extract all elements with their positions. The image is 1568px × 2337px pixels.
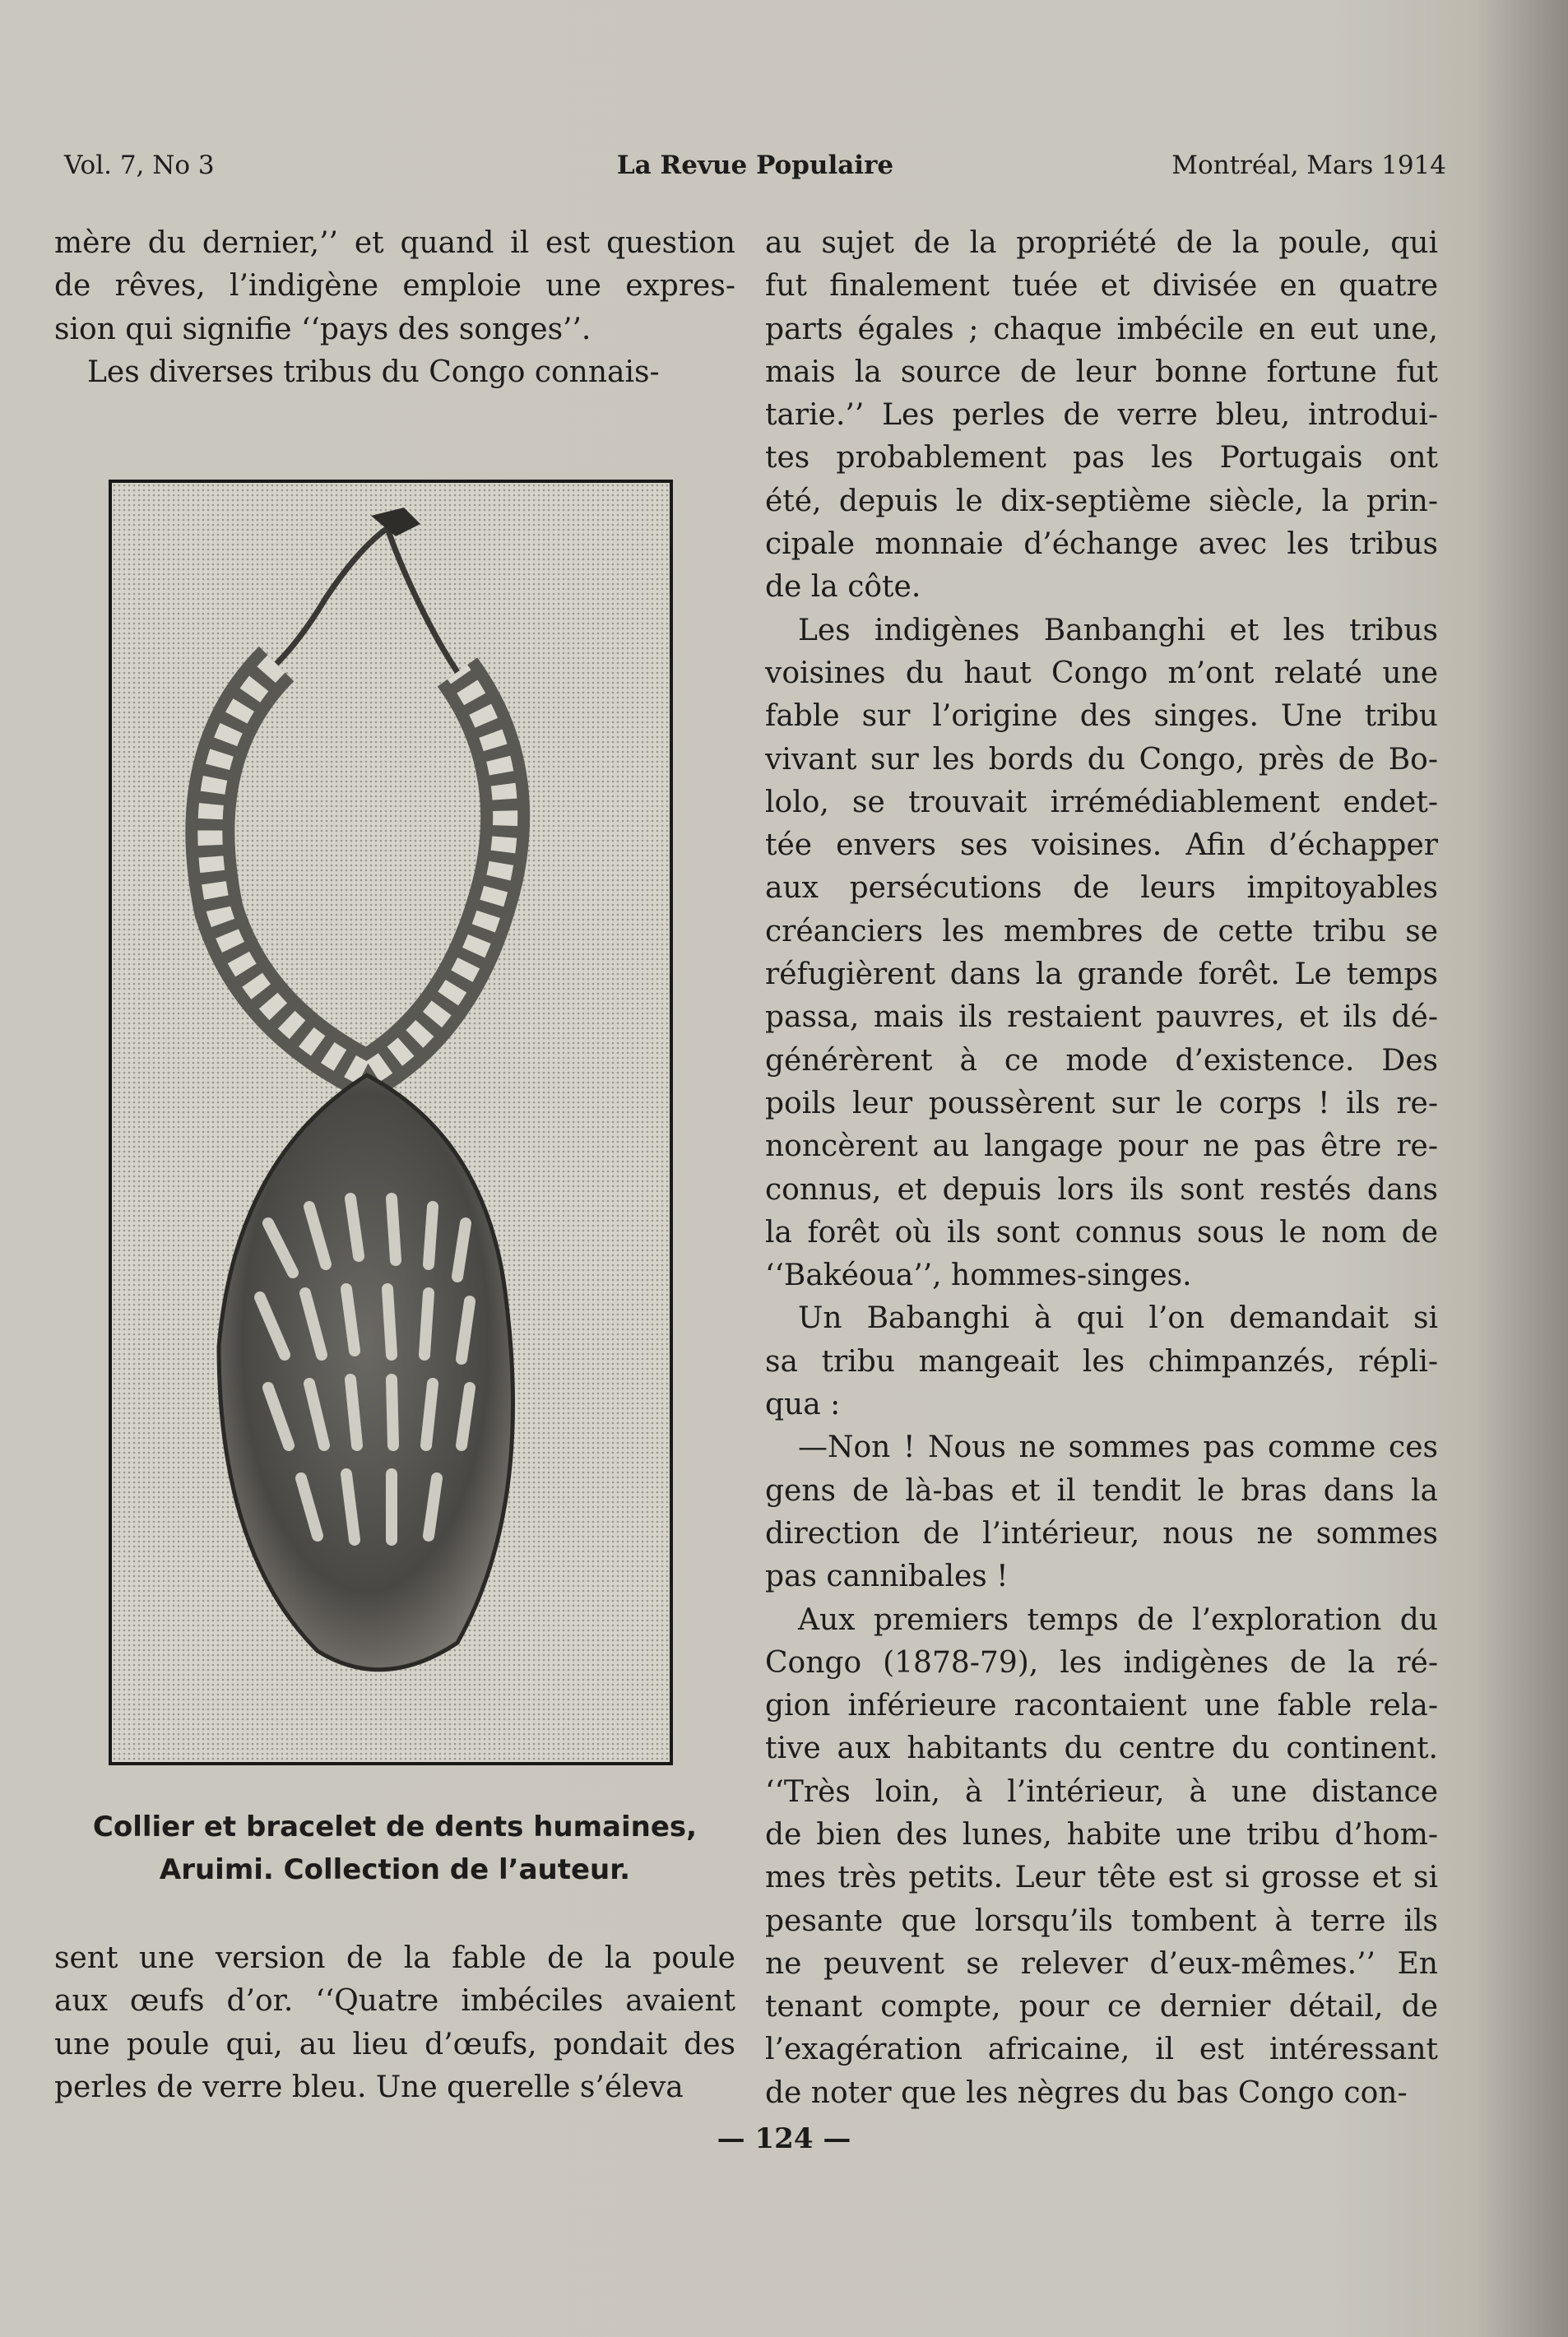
text-line: sion qui signifie ‘‘pays des songes’’. — [54, 312, 591, 346]
necklace-bracelet-image — [112, 483, 670, 1762]
text-line: pas cannibales ! — [765, 1560, 1009, 1594]
text-line: passa, mais ils restaient pauvres, et ils dé- — [765, 1000, 1438, 1035]
text-line: Les indigènes Banbanghi et les tribus — [798, 613, 1438, 647]
caption-line: Collier et bracelet de dents humaines, — [92, 1811, 698, 1843]
text-line: parts égales ; chaque imbécile en eut une, — [765, 312, 1438, 346]
text-line: qua : — [765, 1388, 841, 1422]
text-line: mes très petits. Leur tête est si grosse et si — [765, 1861, 1438, 1895]
journal-title: La Revue Populaire — [616, 151, 894, 180]
text-line: au sujet de la propriété de la poule, qui — [765, 226, 1438, 260]
text-line: lolo, se trouvait irrémédiablement endet- — [765, 785, 1438, 819]
text-line: Un Babanghi à qui l’on demandait si — [798, 1301, 1438, 1336]
page-number: — 124 — — [717, 2122, 851, 2155]
right-column — [765, 222, 1438, 2115]
text-line: de la côte. — [765, 570, 921, 605]
text-line: l’exagération africaine, il est intéressant — [765, 2033, 1438, 2067]
paragraph — [765, 1426, 1438, 1598]
paragraph — [54, 351, 735, 394]
text-line: mais la source de leur bonne fortune fut — [765, 355, 1438, 389]
text-line: aux œufs d’or. ‘‘Quatre imbéciles avaient — [54, 1984, 735, 2019]
text-line: Aux premiers temps de l’exploration du — [798, 1602, 1438, 1637]
text-line: tée envers ses voisines. Afin d’échapper — [765, 828, 1438, 863]
text-line: tes probablement pas les Portugais ont — [765, 441, 1438, 475]
running-header — [64, 151, 1446, 192]
caption-line: Aruimi. Collection de l’auteur. — [159, 1853, 631, 1886]
text-line: créanciers les membres de cette tribu se — [765, 914, 1438, 948]
text-line: fable sur l’origine des singes. Une tribu — [765, 699, 1438, 734]
text-line: aux persécutions de leurs impitoyables — [765, 871, 1438, 906]
text-line: sa tribu mangeait les chimpanzés, répli- — [765, 1344, 1438, 1379]
text-line: direction de l’intérieur, nous ne sommes — [765, 1516, 1438, 1551]
paragraph — [765, 610, 1438, 1298]
text-line: mère du dernier,’’ et quand il est question — [54, 226, 735, 260]
text-line: Congo (1878-79), les indigènes de la ré- — [765, 1645, 1438, 1680]
text-line: cipale monnaie d’échange avec les tribus — [765, 527, 1438, 562]
volume-number: Vol. 7, No 3 — [64, 151, 215, 180]
text-line: tenant compte, pour ce dernier détail, de — [765, 1990, 1438, 2024]
left-column-bottom — [54, 1937, 735, 2109]
text-line: de bien des lunes, habite une tribu d’hom- — [765, 1817, 1438, 1852]
text-line: ne peuvent se relever d’eux-mêmes.’’ En — [765, 1946, 1438, 1981]
text-line: vivant sur les bords du Congo, près de Bo- — [765, 742, 1438, 777]
text-line: gion inférieure racontaient une fable rela- — [765, 1689, 1438, 1723]
text-line: une poule qui, au lieu d’œufs, pondait des — [54, 2027, 735, 2061]
figure-photo — [109, 480, 673, 1765]
text-line: ‘‘Bakéoua’’, hommes-singes. — [765, 1259, 1192, 1293]
figure-caption — [54, 1806, 735, 1891]
paragraph — [54, 1937, 735, 2109]
text-line: la forêt où ils sont connus sous le nom de — [765, 1215, 1438, 1250]
text-line: connus, et depuis lors ils sont restés dans — [765, 1172, 1438, 1207]
text-line: pesante que lorsqu’ils tombent à terre ils — [765, 1903, 1438, 1938]
text-line: —Non ! Nous ne sommes pas comme ces — [798, 1430, 1438, 1465]
text-line: réfugièrent dans la grande forêt. Le temps — [765, 958, 1438, 992]
paragraph — [765, 1599, 1438, 2116]
text-line: tarie.’’ Les perles de verre bleu, introdui- — [765, 398, 1438, 433]
text-line: tive aux habitants du centre du continent. — [765, 1732, 1438, 1766]
paragraph — [54, 222, 735, 351]
text-line: noncèrent au langage pour ne pas être re- — [765, 1129, 1438, 1164]
text-line: fut finalement tuée et divisée en quatre — [765, 269, 1438, 304]
text-line: été, depuis le dix-septième siècle, la prin- — [765, 484, 1438, 518]
text-line: sent une version de la fable de la poule — [54, 1941, 735, 1975]
text-line: Les diverses tribus du Congo connais- — [87, 355, 660, 389]
text-line: de rêves, l’indigène emploie une expres- — [54, 269, 735, 304]
text-line: voisines du haut Congo m’ont relaté une — [765, 656, 1438, 690]
issue-date: Montréal, Mars 1914 — [1171, 151, 1446, 180]
text-line: générèrent à ce mode d’existence. Des — [765, 1043, 1438, 1078]
text-line: perles de verre bleu. Une querelle s’éleva — [54, 2070, 684, 2104]
text-line: ‘‘Très loin, à l’intérieur, à une distance — [765, 1774, 1438, 1809]
left-column-top — [54, 222, 735, 394]
paragraph — [765, 1297, 1438, 1426]
text-line: poils leur poussèrent sur le corps ! ils re- — [765, 1086, 1438, 1120]
paragraph — [765, 222, 1438, 610]
text-line: gens de là-bas et il tendit le bras dans la — [765, 1473, 1438, 1508]
text-line: de noter que les nègres du bas Congo con- — [765, 2075, 1408, 2110]
